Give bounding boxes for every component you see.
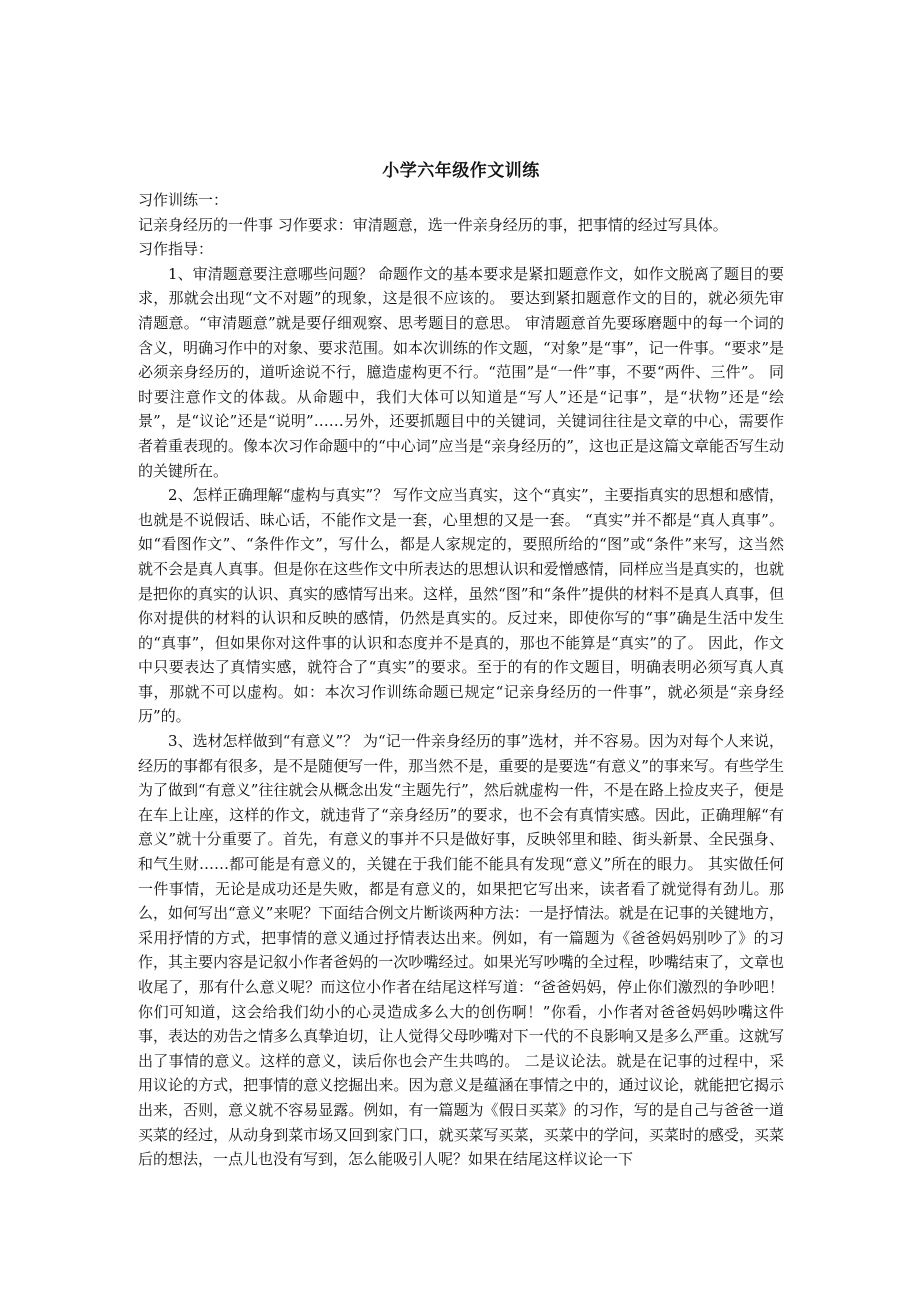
guidance-label: 习作指导： [138,240,214,259]
paragraph-3: 3、选材怎样做到“有意义”？ 为“记一件亲身经历的事”选材，并不容易。因为对每个人来说，经历的事都有很多，是不是随便写一件，那当然不是，重要的是要选“有意义”的事来写。有些学生为了做到“有意义”往往就会从概念出发“主题先行”，然后就虚构一件，不是在路上捡皮夹子，便是在车上让座，这样的作文，就违背了“亲身经历”的要求，也不会有真情实感。因此，正确理解“有意义”就十分重要了。首先，有意义的事并不只是做好事，反映邻里和睦、街头新景、全民强身、和气生财……都可能是有意义的，关键在于我们能不能具有发现“意义”所在的眼力。 其实做任何一件事情，无论是成功还是失败，都是有意义的，如果把它写出来，读者看了就觉得有劲儿。那么，如何写出“意义”来呢？下面结合例文片断谈两种方法：一是抒情法。就是在记事的关键地方，采用抒情的方式，把事情的意义通过抒情表达出来。例如，有一篇题为《爸爸妈妈别吵了》的习作，其主要内容是记叙小作者爸妈的一次吵嘴经过。如果光写吵嘴的全过程，吵嘴结束了，文章也收尾了，那有什么意义呢？而这位小作者在结尾这样写道：“爸爸妈妈，停止你们激烈的争吵吧！你们可知道，这会给我们幼小的心灵造成多么大的创伤啊！”你看，小作者对爸爸妈妈吵嘴这件事，表达的劝告之情多么真挚迫切，让人觉得父母吵嘴对下一代的不良影响又是多么严重。这就写出了事情的意义。这样的意义，读后你也会产生共鸣的。 二是议论法。就是在记事的过程中，采用议论的方式，把事情的意义挖掘出来。因为意义是蕴涵在事情之中的，通过议论，就能把它揭示出来，否则，意义就不容易显露。例如，有一篇题为《假日买菜》的习作，写的是自己与爸爸一道买菜的经过，从动身到菜市场又回到家门口，就买菜写买菜，买菜中的学问，买菜时的感受，买菜后的想法，一点儿也没有写到，怎么能吸引人呢？如果在结尾这样议论一下 [138,732,784,1169]
requirement-line: 记亲身经历的一件事 习作要求：审清题意，选一件亲身经历的事，把事情的经过写具体。 [138,215,728,234]
paragraph-1: 1、审清题意要注意哪些问题？ 命题作文的基本要求是紧扣题意作文，如作文脱离了题目的要求，那就会出现“文不对题”的现象，这是很不应该的。 要达到紧扣题意作文的目的，就必须先审清题意。“审清题意”就是要仔细观察、思考题目的意思。 审清题意首先要琢磨题中的每一个词的含义，明确习作中的对象、要求范围。如本次训练的作文题，“对象”是“事”，记一件事。“要求”是必须亲身经历的，道听途说不行，臆造虚构更不行。“范围”是“一件”事，不要“两件、三件”。 同时要注意作文的体裁。从命题中，我们大体可以知道是“写人”还是“记事”，是“状物”还是“绘景”，是“议论”还是“说明”……另外，还要抓题目中的关键词，关键词往往是文章的中心，需要作者着重表现的。像本次习作命题中的“中心词”应当是“亲身经历的”，这也正是这篇文章能否写生动的关键所在。 [138,264,785,480]
section-label: 习作训练一： [138,191,229,209]
paragraph-2: 2、怎样正确理解“虚构与真实”？ 写作文应当真实，这个“真实”，主要指真实的思想和感情，也就是不说假话、昧心话，不能作文是一套，心里想的又是一套。 “真实”并不都是“真人真事”。如“看图作文”、“条件作文”，写什么，都是人家规定的，要照所给的“图”或“条件”来写，这当然就不会是真人真事。但是你在这些作文中所表达的思想认识和爱憎感情，同样应当是真实的，也就是把你的真实的认识、真实的感情写出来。这样，虽然“图”和“条件”提供的材料不是真人真事，但你对提供的材料的认识和反映的感情，仍然是真实的。反过来，即使你写的“事”确是生活中发生的“真事”，但如果你对这件事的认识和态度并不是真的，那也不能算是“真实”的了。 因此，作文中只要表达了真情实感，就符合了“真实”的要求。至于的有的作文题目，明确表明必须写真人真事，那就不可以虚构。如：本次习作训练命题已规定“记亲身经历的一件事”，就必须是“亲身经历”的。 [138,486,784,726]
document-title: 小学六年级作文训练 [382,161,540,181]
document-body [138,156,784,1172]
